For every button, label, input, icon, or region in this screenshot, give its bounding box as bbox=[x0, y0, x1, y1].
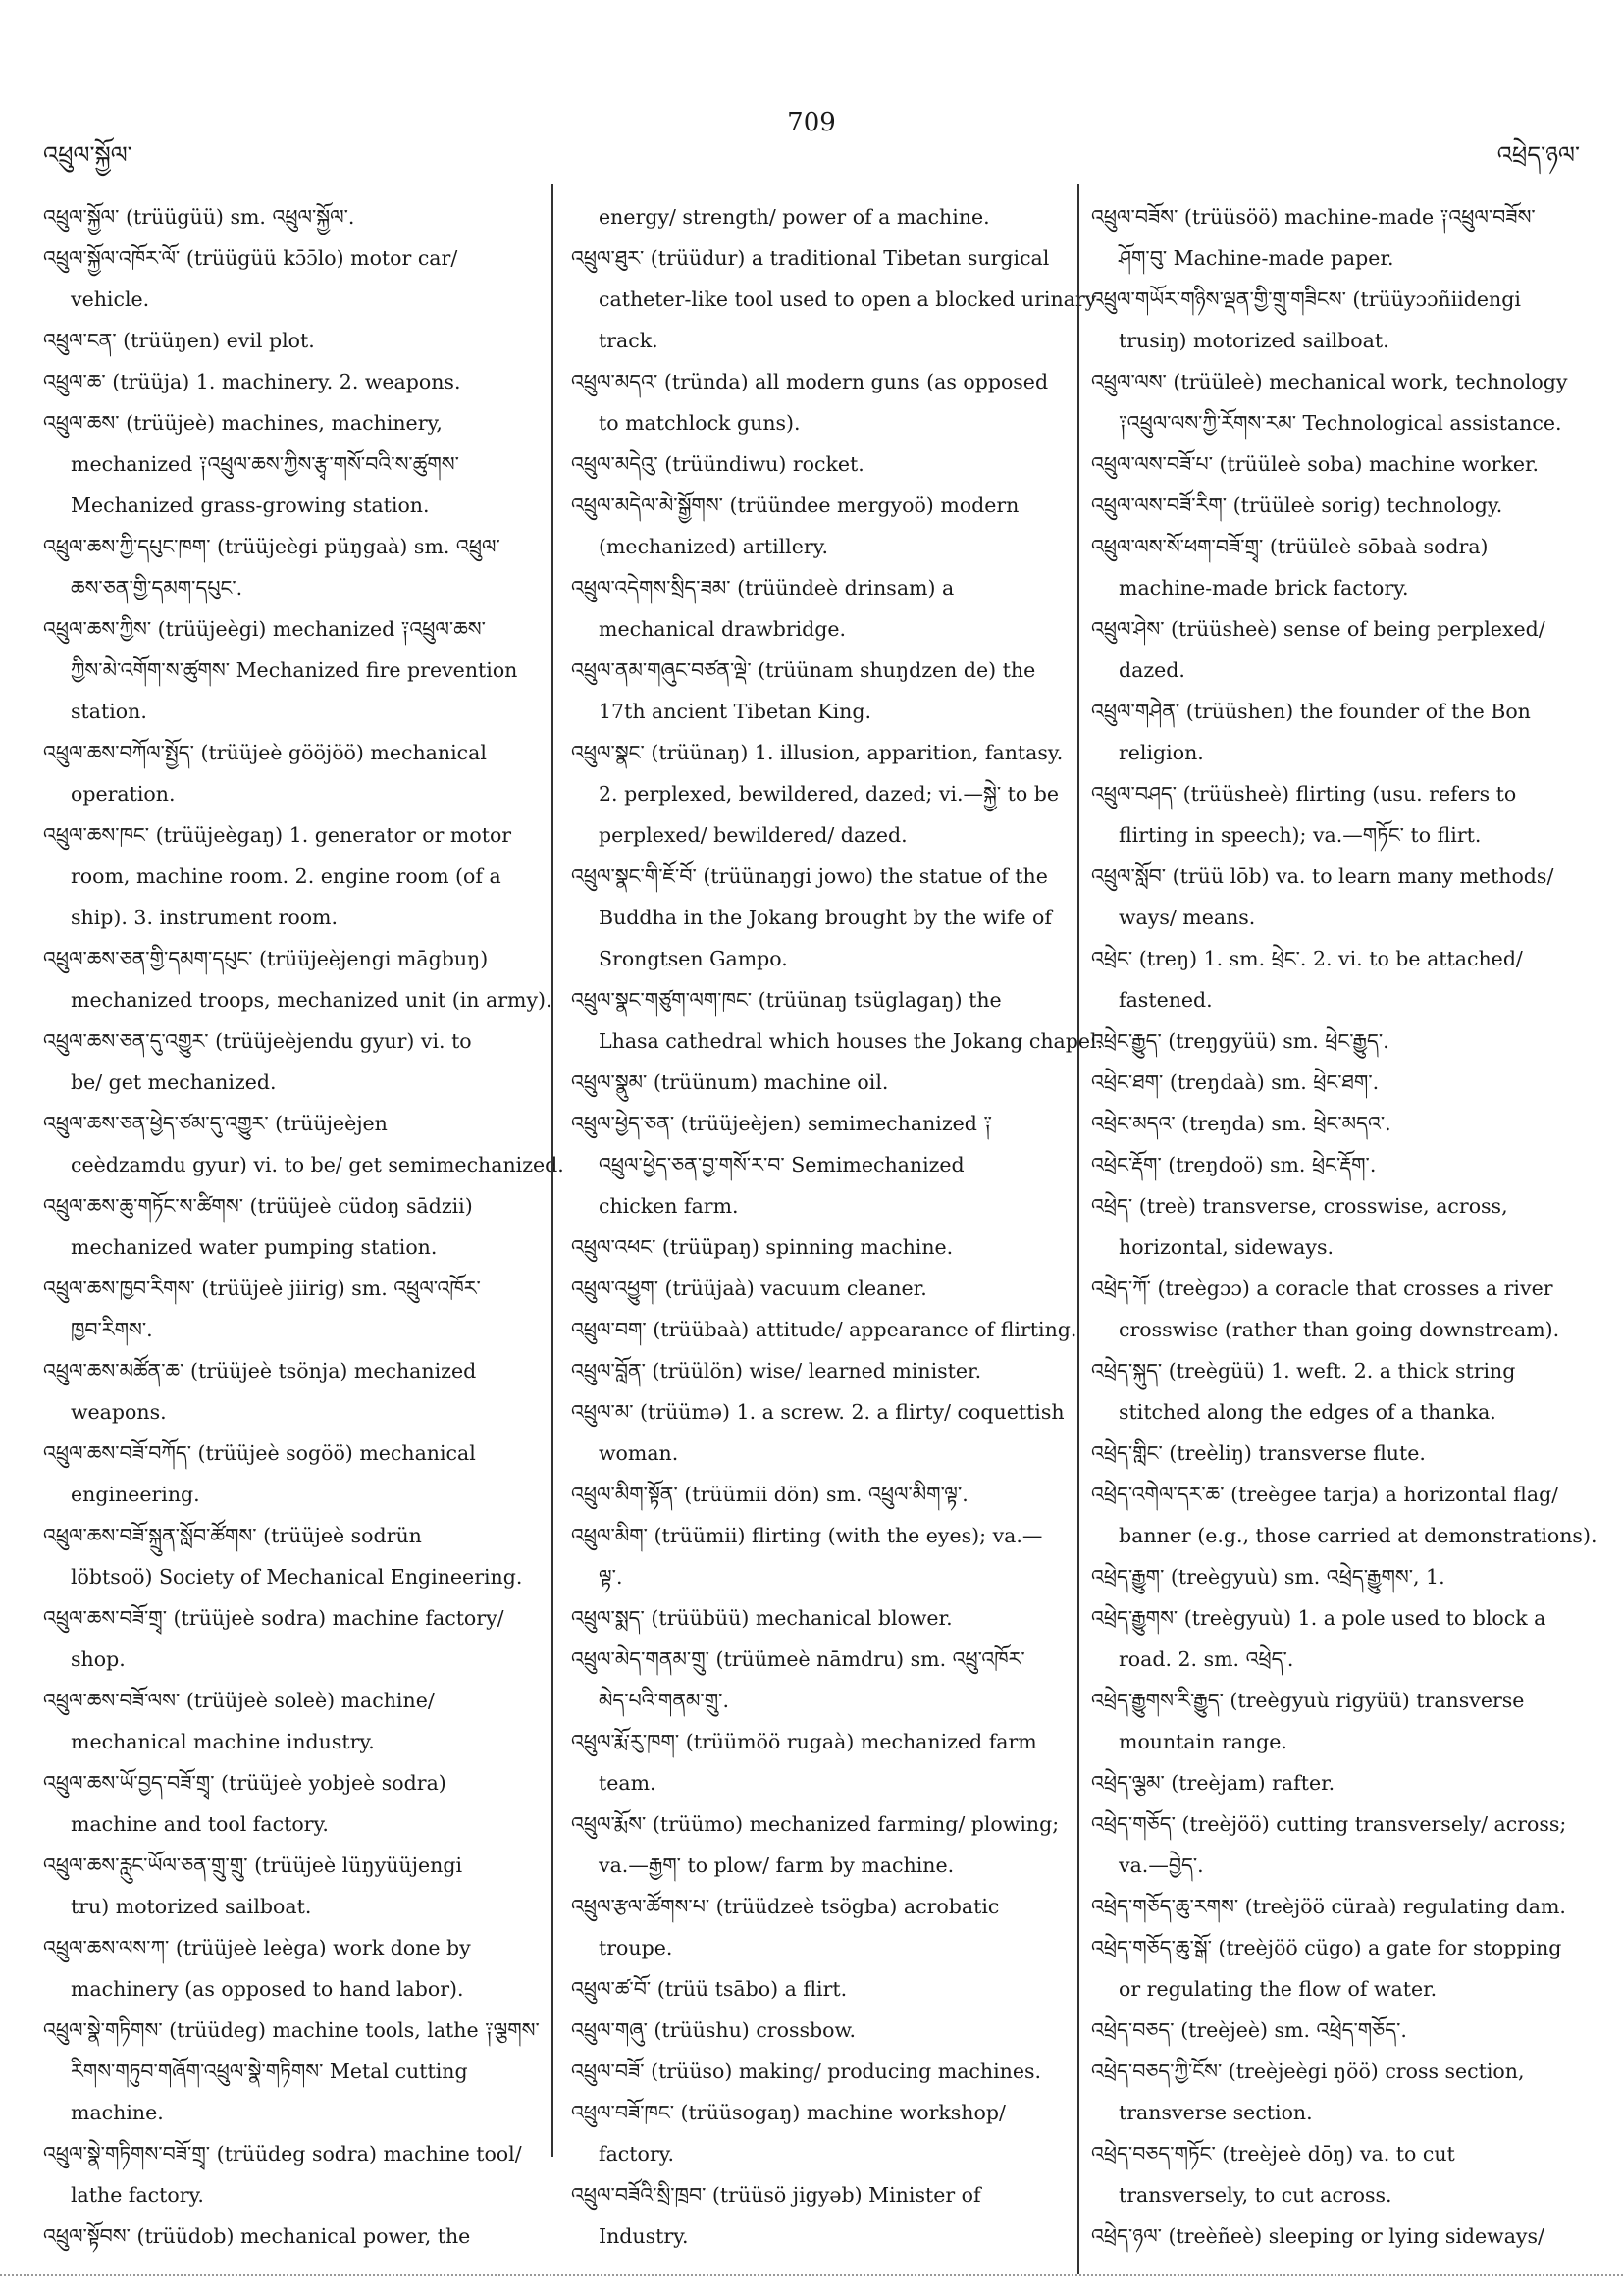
entry-headword-line: འཕྲུལ་བཤད་ (trüüsheè) flirting (usu. refers to bbox=[1091, 782, 1517, 806]
entry-continuation-line: 17th ancient Tibetan King. bbox=[599, 700, 871, 723]
entry-headword-line: འཕྲུལ་ཆས་མཚོན་ཆ་ (trüüjeè tsönja) mechanized bbox=[43, 1359, 477, 1383]
entry-headword-line: འཕྲུལ་ནམ་གཞུང་བཙན་ལྡེ་ (trüünam shuŋdzen de) the bbox=[571, 658, 1036, 682]
entry-continuation-line: be/ get mechanized. bbox=[71, 1070, 277, 1094]
entry-continuation-line: team. bbox=[599, 1771, 656, 1795]
entry-continuation-line: ship). 3. instrument room. bbox=[71, 906, 338, 929]
entry-continuation-line: mechanized ༑འཕྲུལ་ཆས་ཀྱིས་རྩྭ་གསོ་བའི་ས་ཚུགས་ bbox=[71, 452, 459, 476]
entry-continuation-line: factory. bbox=[599, 2142, 675, 2166]
entry-headword-line: འཕྲེད་སྐུད་ (treègüü) 1. weft. 2. a thick string bbox=[1091, 1359, 1516, 1383]
entry-headword-line: འཕྲུལ་སྨད་ (trüübüü) mechanical blower. bbox=[571, 1606, 953, 1630]
entry-headword-line: འཕྲུལ་བཟོས་ (trüüsöö) machine-made ༑འཕྲུལ་བཟོས་ bbox=[1091, 205, 1536, 229]
entry-headword-line: འཕྲུལ་འདེགས་སྲིད་ཟམ་ (trüündeè drinsam) a bbox=[571, 576, 955, 600]
entry-headword-line: འཕྲུལ་ངན་ (trüüŋen) evil plot. bbox=[43, 329, 315, 352]
entry-continuation-line: mechanical drawbridge. bbox=[599, 617, 847, 641]
entry-headword-line: འཕྲེད་གཅོད་ཆུ་སྒོ་ (treèjöö cügo) a gate for stopping bbox=[1091, 1936, 1562, 1959]
entry-continuation-line: trusiŋ) motorized sailboat. bbox=[1119, 329, 1389, 352]
entry-headword-line: འཕྲུལ་འཕང་ (trüüpaŋ) spinning machine. bbox=[571, 1235, 954, 1259]
entry-headword-line: འཕྲུལ་ཚ་བོ་ (trüü tsābo) a flirt. bbox=[571, 1977, 848, 2001]
entry-continuation-line: ཤོག་བུ་ Machine-made paper. bbox=[1119, 246, 1394, 270]
entry-headword-line: འཕྲུལ་ཆས་ (trüüjeè) machines, machinery, bbox=[43, 411, 443, 435]
entry-headword-line: འཕྲུལ་ལས་ (trüüleè) mechanical work, technology bbox=[1091, 370, 1568, 393]
entry-headword-line: འཕྲེད་བཅད་གཏོང་ (treèjeè dōŋ) va. to cut bbox=[1091, 2142, 1455, 2166]
entry-headword-line: འཕྲུལ་སྣེ་གཏིགས་ (trüüdeg) machine tools, lathe ༑ལྕགས་ bbox=[43, 2018, 540, 2042]
entry-headword-line: འཕྲུལ་ཆས་ཡོ་བྱད་བཟོ་གྲྭ་ (trüüjeè yobjeè sodra) bbox=[43, 1771, 446, 1795]
entry-continuation-line: fastened. bbox=[1119, 988, 1213, 1012]
entry-headword-line: འཕྲུལ་ཤེས་ (trüüsheè) sense of being perplexed/ bbox=[1091, 617, 1545, 641]
entry-continuation-line: རིགས་གཏུབ་གཞོག་འཕྲུལ་སྣེ་གཏིགས་ Metal cutting bbox=[71, 2060, 468, 2083]
entry-headword-line: འཕྲུལ་ཆས་ཁང་ (trüüjeègaŋ) 1. generator or motor bbox=[43, 823, 512, 847]
entry-continuation-line: ལྟ་. bbox=[599, 1565, 623, 1589]
entry-continuation-line: track. bbox=[599, 329, 658, 352]
entry-headword-line: འཕྲེད་ལྕམ་ (treèjam) rafter. bbox=[1091, 1771, 1335, 1795]
scan-edge-line bbox=[0, 2274, 1623, 2276]
entry-headword-line: འཕྲུལ་སྐྱོལ་འཁོར་ལོ་ (trüügüü kɔ̄ɔ̄lo) motor car/ bbox=[43, 246, 458, 270]
entry-continuation-line: room, machine room. 2. engine room (of a bbox=[71, 864, 501, 888]
entry-continuation-line: ways/ means. bbox=[1119, 906, 1256, 929]
entry-headword-line: འཕྲུལ་ལས་སོ་ཕག་བཟོ་གྲྭ་ (trüüleè sōbaà sodra) bbox=[1091, 535, 1489, 558]
entry-continuation-line: mechanical machine industry. bbox=[71, 1730, 375, 1753]
entry-headword-line: འཕྲུལ་མིག་ (trüümii) flirting (with the eyes); va.— bbox=[571, 1524, 1043, 1547]
entry-continuation-line: perplexed/ bewildered/ dazed. bbox=[599, 823, 908, 847]
entry-headword-line: འཕྲེད་རྒྱུགས་རི་རྒྱུད་ (treègyuù rigyüü) transverse bbox=[1091, 1689, 1525, 1712]
entry-continuation-line: Lhasa cathedral which houses the Jokang chapel. bbox=[599, 1029, 1104, 1053]
entry-continuation-line: transversely, to cut across. bbox=[1119, 2183, 1392, 2207]
entry-headword-line: འཕྲུལ་ལས་བཟོ་པ་ (trüüleè soba) machine worker. bbox=[1091, 452, 1540, 476]
entry-continuation-line: weapons. bbox=[71, 1400, 167, 1424]
entry-continuation-line: woman. bbox=[599, 1441, 679, 1465]
entry-headword-line: འཕྲུལ་ཆས་བཟོ་ལས་ (trüüjeè soleè) machine/ bbox=[43, 1689, 435, 1712]
entry-continuation-line: va.—རྒྱག་ to plow/ farm by machine. bbox=[599, 1853, 955, 1877]
entry-headword-line: འཕྲེད་བཅད་ཀྱི་ངོས་ (treèjeègi ŋöö) cross section, bbox=[1091, 2060, 1525, 2083]
entry-continuation-line: mechanized water pumping station. bbox=[71, 1235, 438, 1259]
entry-continuation-line: to matchlock guns). bbox=[599, 411, 801, 435]
entry-continuation-line: engineering. bbox=[71, 1483, 200, 1506]
entry-headword-line: འཕྲུལ་མེད་གནམ་གྲུ་ (trüümeè nāmdru) sm. འཕྲུ་འཁོར་ bbox=[571, 1647, 1025, 1671]
entry-headword-line: འཕྲེང་མདའ་ (treŋda) sm. ཕྲེང་མདའ་. bbox=[1091, 1112, 1391, 1135]
entry-headword-line: འཕྲུལ་སྟོབས་ (trüüdob) mechanical power, the bbox=[43, 2224, 471, 2248]
entry-headword-line: འཕྲུལ་གཤེན་ (trüüshen) the founder of the Bon bbox=[1091, 700, 1531, 723]
entry-continuation-line: horizontal, sideways. bbox=[1119, 1235, 1335, 1259]
entry-headword-line: འཕྲུལ་སྣང་གི་ཇོ་བོ་ (trüünaŋgi jowo) the statue of the bbox=[571, 864, 1048, 888]
entry-headword-line: འཕྲུལ་ཆས་རླུང་ཡོལ་ཅན་གྲུ་གྲུ་ (trüüjeè lüŋyüüjengi bbox=[43, 1853, 463, 1877]
entry-headword-line: འཕྲེང་རྒྱུད་ (treŋgyüü) sm. ཕྲེང་རྒྱུད་. bbox=[1091, 1029, 1389, 1053]
entry-continuation-line: ཁྱབ་རིགས་. bbox=[71, 1318, 153, 1341]
entry-continuation-line: löbtsoö) Society of Mechanical Engineering. bbox=[71, 1565, 523, 1589]
column-divider bbox=[551, 184, 553, 2157]
entry-continuation-line: troupe. bbox=[599, 1936, 673, 1959]
entry-headword-line: འཕྲུལ་ཆས་ཆུ་གཏོང་ས་ཚིགས་ (trüüjeè cüdoŋ sādzii) bbox=[43, 1194, 473, 1218]
entry-headword-line: འཕྲུལ་མ་ (trüümə) 1. a screw. 2. a flirty/ coquettish bbox=[571, 1400, 1065, 1424]
entry-headword-line: འཕྲུལ་མདེལ་མེ་སྒྱོགས་ (trüündee mergyoö) modern bbox=[571, 494, 1020, 517]
guide-word-left: འཕྲུལ་སྐྱོལ་ bbox=[43, 141, 132, 169]
entry-headword-line: འཕྲུལ་ཐུར་ (trüüdur) a traditional Tibetan surgical bbox=[571, 246, 1050, 270]
entry-headword-line: འཕྲུལ་རྩལ་ཚོགས་པ་ (trüüdzeè tsögba) acrobatic bbox=[571, 1895, 1000, 1918]
entry-headword-line: འཕྲུལ་མདེའུ་ (trüündiwu) rocket. bbox=[571, 452, 864, 476]
entry-headword-line: འཕྲུལ་ཆས་ལས་ཀ་ (trüüjeè leèga) work done by bbox=[43, 1936, 471, 1959]
entry-continuation-line: machine and tool factory. bbox=[71, 1812, 329, 1836]
entry-continuation-line: 2. perplexed, bewildered, dazed; vi.—སྐྱེ་ to be bbox=[599, 782, 1060, 806]
entry-headword-line: འཕྲུལ་ཆས་བཟོ་གྲྭ་ (trüüjeè sodra) machine factory/ bbox=[43, 1606, 504, 1630]
entry-headword-line: འཕྲུལ་བག་ (trüübaà) attitude/ appearance of flirting. bbox=[571, 1318, 1077, 1341]
entry-continuation-line: Industry. bbox=[599, 2224, 689, 2248]
entry-headword-line: འཕྲེང་རྡོག་ (treŋdoö) sm. ཕྲེང་རྡོག་. bbox=[1091, 1153, 1377, 1176]
entry-continuation-line: Srongtsen Gampo. bbox=[599, 947, 788, 970]
entry-headword-line: འཕྲེང་ཐག་ (treŋdaà) sm. ཕྲེང་ཐག་. bbox=[1091, 1070, 1380, 1094]
column-middle bbox=[571, 196, 1104, 2257]
entry-continuation-line: མེད་པའི་གནམ་གྲུ་. bbox=[599, 1689, 729, 1712]
entry-headword-line: འཕྲེད་འགེལ་དར་ཆ་ (treègee tarja) a horizontal flag/ bbox=[1091, 1483, 1559, 1506]
entry-continuation-line: crosswise (rather than going downstream). bbox=[1119, 1318, 1560, 1341]
entry-continuation-line: vehicle. bbox=[71, 287, 150, 311]
entry-headword-line: འཕྲེད་གཅོད་ཆུ་རགས་ (treèjöö cüraà) regulating dam. bbox=[1091, 1895, 1566, 1918]
entry-headword-line: འཕྲུལ་མདའ་ (tründa) all modern guns (as opposed bbox=[571, 370, 1049, 393]
entry-continuation-line: ༑འཕྲུལ་ལས་ཀྱི་རོགས་རམ་ Technological assistance. bbox=[1119, 411, 1562, 435]
column-left bbox=[43, 196, 564, 2257]
entry-headword-line: འཕྲུལ་སྐྱོལ་ (trüügüü) sm. འཕྲུལ་སྐྱོལ་. bbox=[43, 205, 355, 229]
entry-continuation-line: shop. bbox=[71, 1647, 126, 1671]
column-right bbox=[1091, 196, 1601, 2257]
entry-headword-line: འཕྲུལ་རྨོས་ (trüümo) mechanized farming/ plowing; bbox=[571, 1812, 1060, 1836]
entry-continuation-line: ཀྱིས་མེ་འགོག་ས་ཚུགས་ Mechanized fire prevention bbox=[71, 658, 518, 682]
column-divider bbox=[1077, 184, 1079, 2274]
entry-continuation-line: lathe factory. bbox=[71, 2183, 204, 2207]
guide-word-right: འཕྲེད་ཉལ་ bbox=[1496, 141, 1580, 169]
entry-headword-line: འཕྲུལ་ཆས་བཟོ་བཀོད་ (trüüjeè sogöö) mechanical bbox=[43, 1441, 476, 1465]
entry-headword-line: འཕྲུལ་འཕྱུག་ (trüüjaà) vacuum cleaner. bbox=[571, 1277, 927, 1300]
entry-headword-line: འཕྲུལ་ཆས་ཁྱབ་རིགས་ (trüüjeè jiirig) sm. འཕྲུལ་འཁོར་ bbox=[43, 1277, 481, 1300]
entry-headword-line: འཕྲེད་གཅོད་ (treèjöö) cutting transversely/ across; bbox=[1091, 1812, 1567, 1836]
entry-headword-line: འཕྲུལ་སློབ་ (trüü lōb) va. to learn many methods/ bbox=[1091, 864, 1554, 888]
entry-headword-line: འཕྲུལ་སྣེ་གཏིགས་བཟོ་གྲྭ་ (trüüdeg sodra) machine tool/ bbox=[43, 2142, 522, 2166]
entry-headword-line: འཕྲེད་རྒྱུག་ (treègyuù) sm. འཕྲེད་རྒྱུགས་, 1. bbox=[1091, 1565, 1445, 1589]
page-number: 709 bbox=[787, 108, 836, 137]
entry-continuation-line: operation. bbox=[71, 782, 176, 806]
entry-headword-line: འཕྲུལ་ཆ་ (trüüja) 1. machinery. 2. weapons. bbox=[43, 370, 461, 393]
entry-headword-line: འཕྲུལ་ཆས་ཀྱི་དཔུང་ཁག་ (trüüjeègi püŋgaà) sm. འཕྲུལ་ bbox=[43, 535, 500, 558]
entry-continuation-line: or regulating the flow of water. bbox=[1119, 1977, 1438, 2001]
entry-continuation-line: stitched along the edges of a thanka. bbox=[1119, 1400, 1496, 1424]
entry-continuation-line: road. 2. sm. འཕྲེད་. bbox=[1119, 1647, 1294, 1671]
entry-continuation-line: འཕྲུལ་ཕྱེད་ཅན་བྱ་གསོ་ར་བ་ Semimechanized bbox=[599, 1153, 965, 1176]
entry-headword-line: འཕྲུལ་ལས་བཟོ་རིག་ (trüüleè sorig) technology. bbox=[1091, 494, 1503, 517]
entry-headword-line: འཕྲེད་ (treè) transverse, crosswise, across, bbox=[1091, 1194, 1508, 1218]
entry-headword-line: འཕྲུལ་གཡོར་གཉིས་ལྡན་གྱི་གྲུ་གཟིངས་ (trüüyɔɔñiidengi bbox=[1091, 287, 1521, 311]
entry-continuation-line: tru) motorized sailboat. bbox=[71, 1895, 312, 1918]
entry-headword-line: འཕྲུལ་བློན་ (trüülön) wise/ learned minister. bbox=[571, 1359, 982, 1383]
entry-headword-line: འཕྲུལ་གཞུ་ (trüüshu) crossbow. bbox=[571, 2018, 857, 2042]
entry-headword-line: འཕྲུལ་ཆས་ཅན་གྱི་དམག་དཔུང་ (trüüjeèjengi māgbuŋ) bbox=[43, 947, 489, 970]
entry-headword-line: འཕྲུལ་སྣང་ (trüünaŋ) 1. illusion, apparition, fantasy. bbox=[571, 741, 1064, 764]
entry-headword-line: འཕྲུལ་ཆས་ཅན་དུ་འགྱུར་ (trüüjeèjendu gyur) vi. to bbox=[43, 1029, 472, 1053]
entry-continuation-line: mountain range. bbox=[1119, 1730, 1287, 1753]
entry-continuation-line: energy/ strength/ power of a machine. bbox=[599, 205, 990, 229]
entry-continuation-line: machine. bbox=[71, 2101, 164, 2124]
entry-continuation-line: machinery (as opposed to hand labor). bbox=[71, 1977, 464, 2001]
entry-headword-line: འཕྲུལ་ཆས་ཀྱིས་ (trüüjeègi) mechanized ༑འཕྲུལ་ཆས་ bbox=[43, 617, 486, 641]
entry-continuation-line: station. bbox=[71, 700, 147, 723]
entry-continuation-line: mechanized troops, mechanized unit (in army). bbox=[71, 988, 552, 1012]
entry-continuation-line: va.—བྱེད་. bbox=[1119, 1853, 1204, 1877]
entry-continuation-line: dazed. bbox=[1119, 658, 1185, 682]
entry-headword-line: འཕྲུལ་ཆས་ཅན་ཕྱེད་ཙམ་དུ་འགྱུར་ (trüüjeèjen bbox=[43, 1112, 388, 1135]
entry-headword-line: འཕྲེད་བཅད་ (treèjeè) sm. འཕྲེད་གཅོད་. bbox=[1091, 2018, 1407, 2042]
entry-continuation-line: catheter-like tool used to open a blocked urinary bbox=[599, 287, 1097, 311]
entry-headword-line: འཕྲུལ་ཆས་བཟོ་སྐྲུན་སློབ་ཚོགས་ (trüüjeè sodrün bbox=[43, 1524, 422, 1547]
entry-continuation-line: machine-made brick factory. bbox=[1119, 576, 1409, 600]
entry-continuation-line: banner (e.g., those carried at demonstrations). bbox=[1119, 1524, 1597, 1547]
entry-continuation-line: transverse section. bbox=[1119, 2101, 1313, 2124]
entry-headword-line: འཕྲུལ་ཕྱེད་ཅན་ (trüüjeèjen) semimechanized ༑ bbox=[571, 1112, 993, 1135]
entry-headword-line: འཕྲུལ་བཟོ་ཁང་ (trüüsogaŋ) machine workshop/ bbox=[571, 2101, 1006, 2124]
entry-continuation-line: ceèdzamdu gyur) vi. to be/ get semimechanized. bbox=[71, 1153, 564, 1176]
entry-headword-line: འཕྲུལ་མིག་སྟོན་ (trüümii dön) sm. འཕྲུལ་མིག་ལྟ་. bbox=[571, 1483, 969, 1506]
entry-headword-line: འཕྲུལ་རྨོ་རུ་ཁག་ (trüümöö rugaà) mechanized farm bbox=[571, 1730, 1037, 1753]
entry-continuation-line: (mechanized) artillery. bbox=[599, 535, 829, 558]
entry-headword-line: འཕྲེང་ (treŋ) 1. sm. ཕྲེང་. 2. vi. to be attached/ bbox=[1091, 947, 1523, 970]
entry-continuation-line: Buddha in the Jokang brought by the wife of bbox=[599, 906, 1052, 929]
entry-headword-line: འཕྲུལ་བཟོ་ (trüüso) making/ producing machines. bbox=[571, 2060, 1042, 2083]
entry-continuation-line: religion. bbox=[1119, 741, 1204, 764]
entry-headword-line: འཕྲེད་གླིང་ (treèliŋ) transverse flute. bbox=[1091, 1441, 1426, 1465]
entry-headword-line: འཕྲེད་རྒྱུགས་ (treègyuù) 1. a pole used to block a bbox=[1091, 1606, 1546, 1630]
entry-headword-line: འཕྲུལ་ཆས་བཀོལ་སྤྱོད་ (trüüjeè gööjöö) mechanical bbox=[43, 741, 487, 764]
entry-continuation-line: Mechanized grass-growing station. bbox=[71, 494, 430, 517]
entry-headword-line: འཕྲེད་ཀོ་ (treègɔɔ) a coracle that crosses a river bbox=[1091, 1277, 1553, 1300]
entry-headword-line: འཕྲུལ་སྣང་གཙུག་ལག་ཁང་ (trüünaŋ tsüglagaŋ) the bbox=[571, 988, 1002, 1012]
entry-headword-line: འཕྲུལ་བཟོའི་སྲི་ཁྲབ་ (trüüsö jigyəb) Minister of bbox=[571, 2183, 981, 2207]
entry-headword-line: འཕྲེད་ཉལ་ (treèñeè) sleeping or lying sideways/ bbox=[1091, 2224, 1544, 2248]
entry-headword-line: འཕྲུལ་སྣུམ་ (trüünum) machine oil. bbox=[571, 1070, 889, 1094]
entry-continuation-line: ཆས་ཅན་གྱི་དམག་དཔུང་. bbox=[71, 576, 243, 600]
entry-continuation-line: chicken farm. bbox=[599, 1194, 739, 1218]
entry-continuation-line: flirting in speech); va.—གཏོང་ to flirt. bbox=[1119, 823, 1482, 847]
